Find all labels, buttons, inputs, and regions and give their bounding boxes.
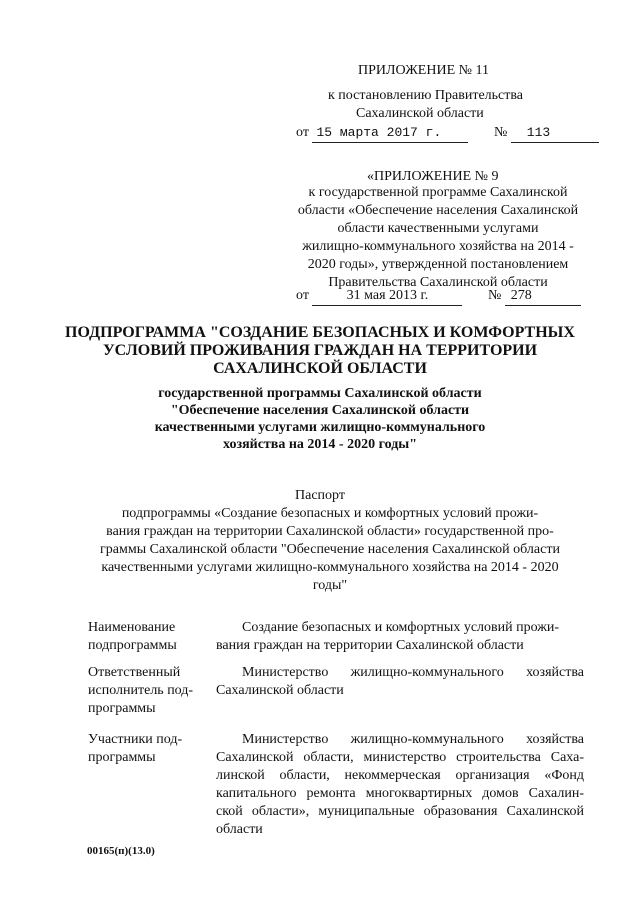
number-label: № [493, 125, 508, 140]
resolution-number: 113 [511, 124, 599, 143]
appendix-9-line: области «Обеспечение населения Сахалинской [297, 203, 579, 218]
label-line: программы [88, 750, 156, 765]
label-line: подпрограммы [88, 638, 177, 653]
appendix-11-heading: ПРИЛОЖЕНИЕ № 11 [358, 63, 489, 78]
number-label: № [487, 288, 502, 303]
passport-description [80, 505, 580, 595]
value-line: Министерство жилищно-коммунального хозяйства [242, 665, 584, 680]
row-value-participants [216, 731, 584, 839]
row-value-name [216, 619, 584, 655]
passport-line: годы" [312, 578, 348, 593]
row-label-executor [88, 664, 218, 718]
appendix-9-line: к государственной программе Сахалинской [308, 185, 568, 200]
label-line: Наименование [88, 620, 176, 635]
passport-line: граммы Сахалинской области "Обеспечение населения Сахалинской области [100, 542, 560, 557]
appendix-9-line: 2020 годы», утвержденной постановлением [307, 257, 569, 272]
appendix-9-line: Правительства Сахалинской области [328, 275, 548, 290]
appendix-9-date: 31 мая 2013 г. [312, 287, 462, 306]
resolution-region: Сахалинской области [356, 106, 484, 121]
document-code: 00165(п)(13.0) [87, 845, 155, 857]
appendix-9-heading: «ПРИЛОЖЕНИЕ № 9 [367, 169, 499, 184]
value-line: области [216, 822, 263, 837]
label-line: исполнитель под- [88, 683, 194, 698]
row-label-name [88, 619, 218, 655]
passport-line: качественными услугами жилищно-коммунального хозяйства на 2014 - 2020 [101, 560, 559, 575]
resolution-date: 15 марта 2017 г. [312, 124, 468, 143]
row-label-participants [88, 731, 218, 767]
appendix-9-description [276, 184, 600, 292]
label-line: программы [88, 701, 156, 716]
value-line: Сахалинской области, министерство строительства Саха- [216, 750, 584, 765]
label-line: Участники под- [88, 732, 183, 747]
passport-heading: Паспорт [295, 488, 345, 503]
title-line: ПОДПРОГРАММА "СОЗДАНИЕ БЕЗОПАСНЫХ И КОМФОРТНЫХ [65, 324, 575, 341]
passport-line: подпрограммы «Создание безопасных и комфортных условий прожи- [121, 506, 539, 521]
subtitle-line: "Обеспечение населения Сахалинской области [170, 403, 470, 418]
subtitle-line: качественными услугами жилищно-коммунального [154, 420, 486, 435]
title-line: УСЛОВИЙ ПРОЖИВАНИЯ ГРАЖДАН НА ТЕРРИТОРИИ [102, 342, 538, 359]
value-line: капитального ремонта многоквартирных домов Сахалин- [216, 786, 584, 801]
value-line: Министерство жилищно-коммунального хозяйства [242, 732, 584, 747]
resolution-date-line [296, 124, 599, 143]
value-line: Создание безопасных и комфортных условий прожи- [242, 620, 560, 635]
value-line: линской области, некоммерческая организация «Фонд [216, 768, 584, 783]
value-line: ской области», муниципальные образования Сахалинской [216, 804, 584, 819]
subprogram-title [60, 324, 580, 378]
resolution-reference: к постановлению Правительства [328, 88, 524, 103]
from-label: от [296, 125, 309, 140]
value-line: вания граждан на территории Сахалинской области [216, 638, 524, 653]
appendix-9-number: 278 [505, 287, 581, 306]
subprogram-subtitle [60, 385, 580, 453]
label-line: Ответственный [88, 665, 181, 680]
subtitle-line: государственной программы Сахалинской области [158, 386, 482, 401]
subtitle-line: хозяйства на 2014 - 2020 годы" [222, 437, 417, 452]
value-line: Сахалинской области [216, 683, 344, 698]
from-label: от [296, 288, 309, 303]
title-line: САХАЛИНСКОЙ ОБЛАСТИ [213, 360, 427, 377]
passport-line: вания граждан на территории Сахалинской области» государственной про- [106, 524, 554, 539]
appendix-9-line: жилищно-коммунального хозяйства на 2014 - [302, 239, 574, 254]
row-value-executor [216, 664, 584, 700]
appendix-9-date-line [296, 287, 581, 306]
appendix-9-line: области качественными услугами [337, 221, 539, 236]
